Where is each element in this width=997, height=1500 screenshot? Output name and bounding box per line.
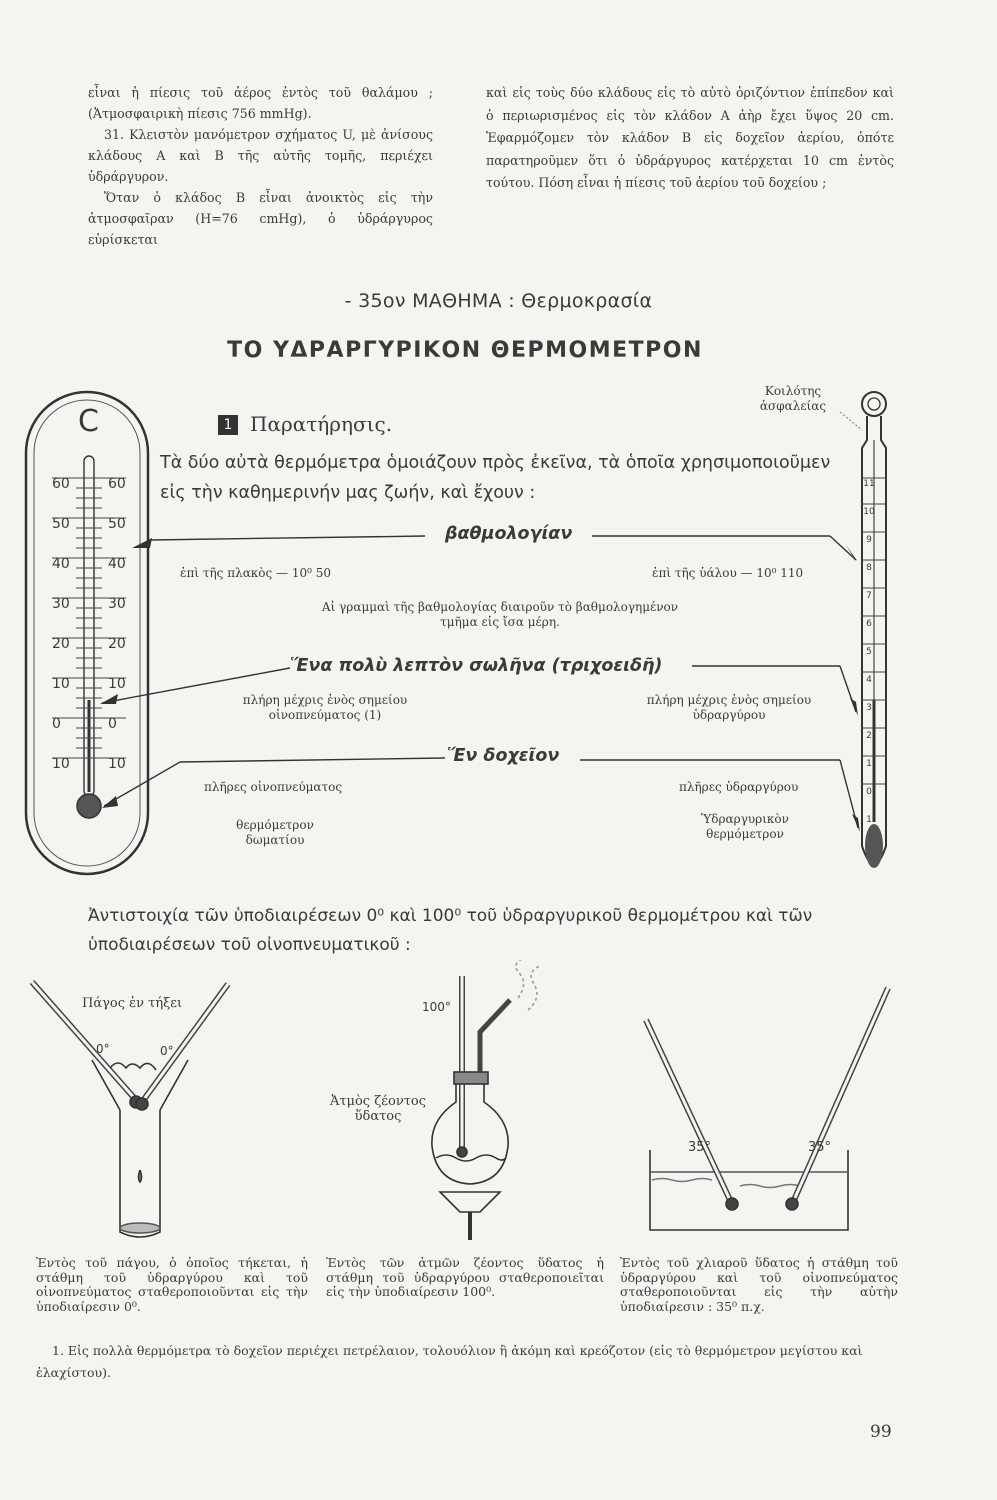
left-paragraph-1: εἶναι ἡ πίεσις τοῦ ἀέρος ἐντὸς τοῦ θαλάμου ; (Ἀτμοσφαιρικὴ πίεσις 756 mmHg). — [88, 85, 433, 121]
footnote: 1. Εἰς πολλὰ θερμόμετρα τὸ δοχεῖον περιέχει πετρέλαιον, τολουόλιον ἢ ἀκόμη καὶ κρεόζοτον (εἰς τὸ θερμόμετρον μεγίστου καὶ ἐλαχίστου). — [36, 1343, 863, 1380]
boiling-water — [436, 1155, 506, 1161]
safety-cavity-label: Κοιλότης ἀσφαλείας — [759, 384, 827, 413]
mercury-scale-label: 9 — [866, 535, 872, 545]
scale-right-label: ἐπὶ τῆς ὑάλου — 10⁰ 110 — [652, 566, 804, 580]
steam-outlet-tube — [480, 1000, 510, 1072]
room-scale-label: 50 — [108, 516, 126, 532]
room-scale-label: 20 — [108, 636, 126, 652]
mercury-scale-label: 1 — [866, 759, 872, 769]
mercury-scale — [863, 470, 875, 834]
room-scale-label: 10 — [52, 676, 70, 692]
room-scale-label: 10 — [108, 676, 126, 692]
warm-bulb-a — [726, 1198, 738, 1210]
intro-text: Τὰ δύο αὐτὰ θερμόμετρα ὁμοιάζουν πρὸς ἐκεῖνα, τὰ ὁποῖα χρησιμοποιοῦμεν εἰς τὴν καθημερινήν μας ζωήν, καὶ ἔχουν : — [160, 453, 831, 503]
page-title: ΤΟ ΥΔΡΑΡΓΥΡΙΚΟΝ ΘΕΡΜΟΜΕΤΡΟΝ — [227, 338, 703, 363]
tube-arrow-right — [850, 698, 858, 716]
mercury-scale-label: 7 — [866, 591, 872, 601]
bulb-left-label: πλῆρες οἰνοπνεύματος — [204, 780, 343, 794]
room-scale-label: 10 — [108, 756, 126, 772]
mercury-scale-label: 2 — [866, 731, 872, 741]
ice-label: Πάγος ἐν τήξει — [82, 996, 183, 1011]
tube-right-label: πλήρη μέχρις ἑνὸς σημείου ὑδραργύρου — [646, 693, 812, 722]
mercury-scale-label: 8 — [866, 563, 872, 573]
room-scale-label: 30 — [52, 596, 70, 612]
room-scale-label: 50 — [52, 516, 70, 532]
left-paragraph-2: 31. Κλειστὸν μανόμετρον σχήματος U, μὲ ἀνίσους κλάδους A καὶ B τῆς αὐτῆς τομῆς, περιέχει ὑδράργυρον. — [88, 127, 433, 184]
room-scale-label: 0 — [108, 716, 117, 732]
mercury-scale-label: 3 — [866, 703, 872, 713]
room-thermometer-label: θερμόμετρον δωματίου — [236, 818, 314, 847]
ice-bulb-b — [136, 1098, 148, 1110]
flask-stopper — [454, 1072, 488, 1084]
warm-mark-b: 35° — [808, 1140, 832, 1155]
caption-warm: Ἐντὸς τοῦ χλιαροῦ ὕδατος ἡ στάθμη τοῦ ὑδραργύρου καὶ τοῦ οἰνοπνεύματος σταθεροποιοῦνται εἰς τὴν αὐτὴν ὑποδιαίρεσιν : 35⁰ π.χ. — [620, 1255, 898, 1314]
mercury-scale-label: 5 — [866, 647, 872, 657]
steam-mark: 100° — [422, 1000, 451, 1014]
warm-mark-a: 35° — [688, 1140, 712, 1155]
warm-thermometer-b-core — [794, 988, 888, 1200]
water-basin — [650, 1150, 848, 1230]
feature-scale: βαθμολογίαν — [445, 524, 573, 544]
ice-mark-b: 0° — [160, 1044, 174, 1058]
meltwater — [120, 1223, 160, 1233]
scale-arrow-left — [132, 538, 152, 548]
water-drop — [139, 1170, 142, 1182]
correspondence-text: Ἀντιστοιχία τῶν ὑποδιαιρέσεων 0⁰ καὶ 100⁰ τοῦ ὑδραργυρικοῦ θερμομέτρου καὶ τῶν ὑποδιαιρέσεων τοῦ οἰνοπνευματικοῦ : — [88, 906, 813, 955]
ice-mark-a: 0° — [96, 1042, 110, 1056]
mercury-scale-label: 6 — [866, 619, 872, 629]
burner-top — [440, 1192, 500, 1212]
room-scale-label: 40 — [108, 556, 126, 572]
room-scale-label: 20 — [52, 636, 70, 652]
steam-label: Ἀτμὸς ζέοντος ὕδατος — [329, 1094, 427, 1124]
room-scale-label: 40 — [52, 556, 70, 572]
safety-pointer — [840, 412, 862, 430]
scale-note: Αἱ γραμμαὶ τῆς βαθμολογίας διαιροῦν τὸ βαθμολογημένον τμῆμα εἰς ἴσα μέρη. — [321, 600, 679, 629]
room-scale-label: 10 — [52, 756, 70, 772]
bulb-arrow-right — [852, 814, 860, 832]
ice-chunks — [110, 1063, 156, 1070]
caption-ice: Ἐντὸς τοῦ πάγου, ὁ ὁποῖος τήκεται, ἡ στάθμη τοῦ ὑδραργύρου καὶ τοῦ οἰνοπνεύματος σταθεροποιοῦνται εἰς τὴν ὑποδιαίρεσιν 0⁰. — [36, 1255, 308, 1314]
room-scale-label: 60 — [108, 476, 126, 492]
bulb-right-label: πλῆρες ὑδραργύρου — [679, 780, 799, 794]
room-scale-label: 60 — [52, 476, 70, 492]
right-paragraph: καὶ εἰς τοὺς δύο κλάδους εἰς τὸ αὐτὸ ὁριζόντιον ἐπίπεδον καὶ ὁ περιωρισμένος εἰς τὸν κλάδον A ἀὴρ ἔχει ὕψος 20 cm. Ἐφαρμόζομεν τὸν κλάδον B εἰς δοχεῖον ἀερίου, ὁπότε παρατηροῦμεν ὅτι ὁ ὑδράργυρος κατέρχεται 10 cm ἐντὸς τούτου. Πόση εἶναι ἡ πίεσις τοῦ ἀερίου τοῦ δοχείου ; — [486, 85, 894, 190]
left-paragraph-3: Ὅταν ὁ κλάδος B εἶναι ἀνοικτὸς εἰς τὴν ἀτμοσφαῖραν (H=76 cmHg), ὁ ὑδράργυρος εὑρίσκεται — [88, 190, 433, 247]
mercury-scale-label: 4 — [866, 675, 872, 685]
tube-left-label: πλήρη μέχρις ἑνὸς σημείου οἰνοπνεύματος (1) — [242, 693, 408, 722]
room-scale-label: 30 — [108, 596, 126, 612]
safety-cavity — [862, 392, 886, 416]
safety-cavity-inner — [868, 398, 880, 410]
mercury-scale-label: 11 — [863, 479, 875, 489]
steam-thermometer-bulb — [457, 1147, 467, 1157]
caption-steam: Ἐντὸς τῶν ἀτμῶν ζέοντος ὕδατος ἡ στάθμη τοῦ ὑδραργύρου σταθεροποιεῖται εἰς τὴν ὑποδιαίρεσιν 100⁰. — [326, 1255, 604, 1299]
ice-figure — [32, 982, 228, 1237]
room-thermometer-bulb — [77, 794, 101, 818]
mercury-scale-label: 0 — [866, 787, 872, 797]
feature-bulb: Ἕν δοχεῖον — [447, 746, 560, 766]
mercury-thermometer-label: Ὑδραργυρικὸν θερμόμετρον — [701, 812, 789, 841]
warm-water-figure — [646, 988, 888, 1230]
room-scale-left — [52, 464, 78, 784]
bulb-arrow-left — [102, 796, 118, 808]
steam-wisps — [516, 960, 540, 1010]
celsius-symbol: C — [78, 404, 99, 439]
section-heading-text: Παρατήρησις. — [250, 412, 393, 436]
page-number: 99 — [870, 1422, 892, 1442]
section-number: 1 — [218, 415, 238, 435]
warm-bulb-b — [786, 1198, 798, 1210]
scale-left-label: ἐπὶ τῆς πλακὸς — 10⁰ 50 — [180, 566, 332, 580]
room-scale-label: 0 — [52, 716, 61, 732]
mercury-scale-label: 10 — [863, 507, 875, 517]
flask — [432, 1084, 508, 1184]
lesson-title: - 35ον ΜΑΘΗΜΑ : Θερμοκρασία — [344, 290, 653, 312]
room-scale-right — [108, 464, 134, 784]
warm-thermometer-a-core — [646, 1020, 730, 1200]
feature-tube: Ἕνα πολὺ λεπτὸν σωλῆνα (τριχοειδῆ) — [290, 656, 663, 676]
mercury-scale-label: 1 — [866, 815, 872, 825]
